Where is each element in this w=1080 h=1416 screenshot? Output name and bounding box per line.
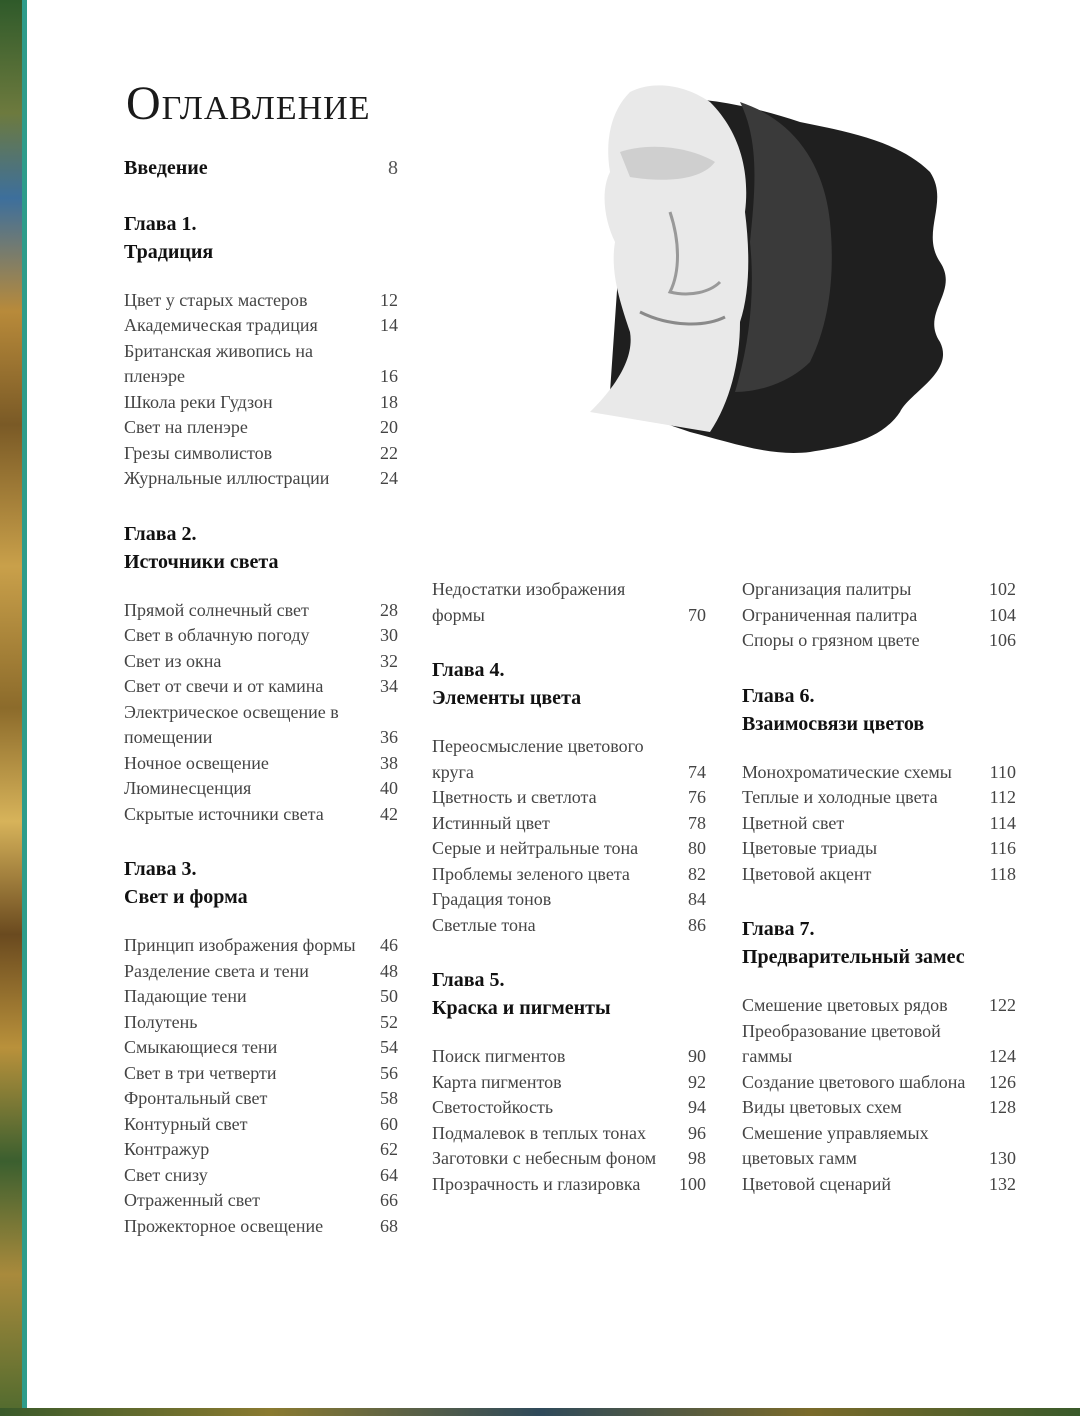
toc-entry-title: Истинный цвет [432, 812, 550, 833]
toc-entry-title: Проблемы зеленого цвета [432, 863, 630, 884]
toc-entry[interactable] [124, 390, 398, 416]
toc-entry[interactable] [432, 836, 706, 862]
chapter-7-heading [742, 915, 1016, 971]
page-edge-bottom-strip [0, 1408, 1080, 1416]
toc-entry-page: 80 [688, 838, 706, 858]
toc-entry-title: Академическая традиция [124, 315, 318, 335]
toc-entry[interactable] [432, 913, 706, 939]
toc-entry[interactable] [742, 811, 1016, 837]
toc-entry-title: Фронтальный свет [124, 1088, 268, 1108]
toc-entry-title: Британская живопись на пленэре [124, 340, 313, 386]
toc-entry-page: 114 [989, 812, 1016, 833]
toc-entry-page: 60 [380, 1113, 398, 1134]
sculpture-head-image [510, 62, 970, 462]
chapter-number: Глава 7. [742, 918, 815, 940]
toc-entry[interactable] [124, 1086, 398, 1112]
toc-entry-page: 104 [989, 604, 1016, 625]
chapter-title: Элементы цвета [432, 687, 582, 709]
toc-entry-page: 122 [989, 995, 1016, 1015]
toc-entry-page: 84 [688, 889, 706, 909]
page-edge-image-strip [0, 0, 22, 1416]
toc-entry-title: Преобразование цветовой гаммы [742, 1020, 941, 1066]
toc-entry-title: Свет на пленэре [124, 417, 248, 437]
toc-entry-page: 66 [380, 1190, 398, 1210]
toc-entry-page: 102 [989, 579, 1016, 599]
chapter-number: Глава 6. [742, 684, 815, 707]
toc-entry[interactable] [742, 993, 1016, 1019]
toc-entry[interactable] [432, 1070, 706, 1096]
chapter-5-entries [432, 1044, 706, 1197]
chapter-3-heading [124, 855, 398, 911]
toc-entry-page: 36 [380, 727, 398, 747]
toc-entry-page: 52 [380, 1011, 398, 1032]
toc-entry[interactable] [124, 776, 398, 802]
toc-entry[interactable] [432, 1095, 706, 1121]
toc-entry[interactable] [432, 1121, 706, 1147]
toc-entry-title: Цветовой акцент [742, 863, 872, 884]
toc-entry-title: Журнальные иллюстрации [124, 468, 330, 488]
toc-entry-title: Люминесценция [124, 778, 252, 798]
toc-entry-title: Свет в три четверти [124, 1062, 277, 1083]
chapter-6-entries [742, 760, 1016, 888]
toc-entry-page: 76 [688, 787, 706, 807]
toc-entry-page: 96 [688, 1122, 706, 1143]
toc-entry-page: 42 [380, 803, 398, 824]
toc-entry-page: 32 [380, 650, 398, 671]
toc-entry-title: Школа реки Гудзон [124, 391, 273, 412]
toc-entry[interactable] [124, 802, 398, 828]
toc-entry[interactable] [432, 811, 706, 837]
toc-entry-title: Споры о грязном цвете [742, 630, 920, 650]
toc-entry-page: 28 [380, 599, 398, 620]
toc-entry-title: Скрытые источники света [124, 803, 324, 824]
toc-entry-title: Создание цветового шаблона [742, 1071, 966, 1092]
toc-entry-page: 48 [380, 960, 398, 981]
toc-entry-title: Цвет у старых мастеров [124, 289, 308, 310]
chapter-number: Глава 3. [124, 858, 197, 880]
toc-entry-page: 110 [989, 761, 1016, 782]
toc-intro-title: Введение [124, 157, 208, 179]
toc-entry-page: 40 [380, 778, 398, 798]
toc-entry-title: Цветовые триады [742, 838, 878, 858]
toc-entry-title: Контражур [124, 1139, 210, 1159]
toc-entry-title: Светостойкость [432, 1097, 554, 1117]
page-title: Оглавление [126, 77, 371, 130]
toc-entry-page: 34 [380, 676, 398, 696]
chapter-7-entries [742, 993, 1016, 1197]
toc-entry[interactable] [124, 313, 398, 339]
toc-entry-title: Свет из окна [124, 650, 222, 671]
chapter-number: Глава 1. [124, 212, 197, 235]
toc-entry[interactable] [124, 288, 398, 314]
toc-entry[interactable] [742, 1095, 1016, 1121]
toc-entry[interactable] [124, 933, 398, 959]
toc-entry-page: 132 [989, 1173, 1016, 1194]
toc-entry-title: Серые и нейтральные тона [432, 838, 639, 858]
chapter-1-heading [124, 210, 398, 266]
toc-entry[interactable] [432, 785, 706, 811]
toc-entry-title: Свет от свечи и от камина [124, 676, 324, 696]
toc-entry-page: 30 [380, 625, 398, 645]
toc-entry-title: Виды цветовых схем [742, 1097, 902, 1117]
toc-entry[interactable] [742, 1121, 1016, 1172]
toc-entry-page: 74 [688, 761, 706, 782]
toc-entry-page: 16 [380, 366, 398, 386]
toc-entry[interactable] [124, 339, 398, 390]
toc-entry-page: 18 [380, 391, 398, 412]
chapter-6-heading [742, 682, 1016, 738]
toc-entry-page: 54 [380, 1037, 398, 1057]
toc-entry-title: Контурный свет [124, 1113, 248, 1134]
toc-entry[interactable] [742, 785, 1016, 811]
toc-entry-page: 118 [989, 863, 1016, 884]
page-edge-teal-line [22, 0, 27, 1416]
toc-entry[interactable] [124, 1010, 398, 1036]
toc-entry-title: Полутень [124, 1011, 198, 1032]
toc-entry-title: Прямой солнечный свет [124, 599, 309, 620]
toc-entry[interactable] [742, 836, 1016, 862]
toc-entry-title: Цветовой сценарий [742, 1173, 892, 1194]
toc-entry[interactable] [124, 623, 398, 649]
toc-entry[interactable] [124, 1163, 398, 1189]
toc-entry-title: Электрическое освещение в помещении [124, 701, 339, 747]
toc-entry[interactable] [124, 466, 398, 492]
toc-entry[interactable] [124, 441, 398, 467]
toc-entry[interactable] [124, 984, 398, 1010]
chapter-4-heading [432, 656, 706, 712]
toc-entry-title: Переосмысление цветового круга [432, 736, 644, 782]
toc-entry-page: 112 [989, 787, 1016, 807]
toc-entry-title: Градация тонов [432, 889, 552, 909]
toc-entry-title: Прозрачность и глазировка [432, 1173, 641, 1194]
chapter-number: Глава 2. [124, 522, 197, 545]
toc-entry[interactable] [124, 1188, 398, 1214]
toc-entry-page: 22 [380, 442, 398, 463]
toc-entry-page: 92 [688, 1071, 706, 1092]
toc-entry[interactable] [742, 1172, 1016, 1198]
toc-entry[interactable] [124, 1035, 398, 1061]
toc-entry-page: 62 [380, 1139, 398, 1159]
toc-entry-page: 14 [380, 315, 398, 335]
toc-entry-title: Цветной свет [742, 812, 845, 833]
chapter-5-heading [432, 966, 706, 1022]
toc-entry-page: 94 [688, 1097, 706, 1117]
continued-entries [742, 577, 1016, 654]
toc-entry-title: Поиск пигментов [432, 1046, 566, 1066]
chapter-3-entries [124, 933, 398, 1239]
toc-entry[interactable] [742, 862, 1016, 888]
toc-entry[interactable] [742, 628, 1016, 654]
toc-entry[interactable] [432, 1044, 706, 1070]
toc-entry[interactable] [124, 674, 398, 700]
toc-entry-page: 130 [989, 1148, 1016, 1168]
toc-entry-page: 68 [380, 1215, 398, 1236]
chapter-number: Глава 5. [432, 969, 505, 991]
toc-entry-page: 70 [688, 604, 706, 625]
toc-entry[interactable] [432, 734, 706, 785]
toc-entry[interactable] [742, 1070, 1016, 1096]
toc-entry[interactable] [432, 577, 706, 628]
toc-entry-title: Грезы символистов [124, 442, 273, 463]
toc-entry-page: 98 [688, 1148, 706, 1168]
toc-entry[interactable] [742, 603, 1016, 629]
toc-entry-page: 78 [688, 812, 706, 833]
toc-column-3 [742, 577, 1016, 1197]
toc-entry-title: Монохроматические схемы [742, 761, 952, 782]
chapter-title: Краска и пигменты [432, 997, 611, 1019]
toc-entry-page: 56 [380, 1062, 398, 1083]
toc-entry-title: Подмалевок в теплых тонах [432, 1122, 646, 1143]
toc-entry[interactable] [124, 415, 398, 441]
toc-entry-title: Ограниченная палитра [742, 604, 918, 625]
toc-entry[interactable] [124, 1061, 398, 1087]
toc-column-1 [124, 156, 398, 1239]
toc-entry[interactable] [124, 1137, 398, 1163]
toc-entry-page: 82 [688, 863, 706, 884]
toc-entry-page: 128 [989, 1097, 1016, 1117]
toc-entry-title: Организация палитры [742, 579, 912, 599]
toc-intro-row[interactable] [124, 156, 398, 182]
continued-entries [432, 577, 706, 628]
toc-entry-title: Недостатки изображения формы [432, 579, 626, 625]
chapter-title: Взаимосвязи цветов [742, 712, 925, 735]
chapter-title: Свет и форма [124, 886, 248, 908]
toc-entry-title: Смыкающиеся тени [124, 1037, 278, 1057]
toc-entry-title: Смешение управляемых цветовых гамм [742, 1122, 929, 1168]
toc-entry-title: Цветность и светлота [432, 787, 597, 807]
toc-entry[interactable] [124, 649, 398, 675]
toc-entry-title: Заготовки с небесным фоном [432, 1148, 657, 1168]
toc-entry-page: 126 [989, 1071, 1016, 1092]
toc-entry[interactable] [124, 598, 398, 624]
toc-entry[interactable] [124, 1112, 398, 1138]
toc-entry-page: 12 [380, 289, 398, 310]
toc-entry[interactable] [124, 700, 398, 751]
toc-entry-page: 106 [989, 630, 1016, 650]
toc-entry-title: Светлые тона [432, 914, 536, 935]
toc-entry-page: 64 [380, 1164, 398, 1185]
toc-entry[interactable] [124, 959, 398, 985]
chapter-2-entries [124, 598, 398, 828]
toc-entry-title: Теплые и холодные цвета [742, 787, 938, 807]
toc-entry[interactable] [124, 751, 398, 777]
toc-entry[interactable] [432, 862, 706, 888]
toc-entry-page: 50 [380, 986, 398, 1006]
toc-entry-title: Отраженный свет [124, 1190, 260, 1210]
toc-intro-page: 8 [388, 157, 398, 179]
toc-entry-page: 38 [380, 752, 398, 773]
toc-column-2 [432, 577, 706, 1197]
chapter-1-entries [124, 288, 398, 492]
chapter-title: Предварительный замес [742, 946, 965, 968]
toc-entry-title: Прожекторное освещение [124, 1215, 324, 1236]
toc-entry[interactable] [742, 577, 1016, 603]
chapter-title: Источники света [124, 550, 279, 573]
toc-entry-page: 20 [380, 417, 398, 437]
toc-entry-title: Свет в облачную погоду [124, 625, 310, 645]
toc-entry-page: 86 [688, 914, 706, 935]
toc-entry-page: 100 [679, 1173, 706, 1194]
toc-entry-title: Свет снизу [124, 1164, 208, 1185]
toc-entry[interactable] [742, 1019, 1016, 1070]
toc-entry-title: Ночное освещение [124, 752, 269, 773]
chapter-4-entries [432, 734, 706, 938]
toc-entry-page: 46 [380, 935, 398, 955]
chapter-2-heading [124, 520, 398, 576]
chapter-title: Традиция [124, 240, 214, 263]
toc-entry[interactable] [432, 1146, 706, 1172]
toc-entry[interactable] [432, 1172, 706, 1198]
toc-entry-page: 58 [380, 1088, 398, 1108]
toc-entry-page: 90 [688, 1046, 706, 1066]
toc-entry-page: 124 [989, 1046, 1016, 1066]
toc-entry-title: Разделение света и тени [124, 960, 309, 981]
chapter-number: Глава 4. [432, 659, 505, 681]
toc-entry[interactable] [124, 1214, 398, 1240]
toc-entry-title: Карта пигментов [432, 1071, 562, 1092]
toc-entry-page: 116 [989, 838, 1016, 858]
toc-entry-title: Падающие тени [124, 986, 247, 1006]
toc-entry[interactable] [742, 760, 1016, 786]
toc-entry-page: 24 [380, 468, 398, 488]
toc-entry-title: Смешение цветовых рядов [742, 995, 948, 1015]
toc-entry[interactable] [432, 887, 706, 913]
toc-entry-title: Принцип изображения формы [124, 935, 356, 955]
